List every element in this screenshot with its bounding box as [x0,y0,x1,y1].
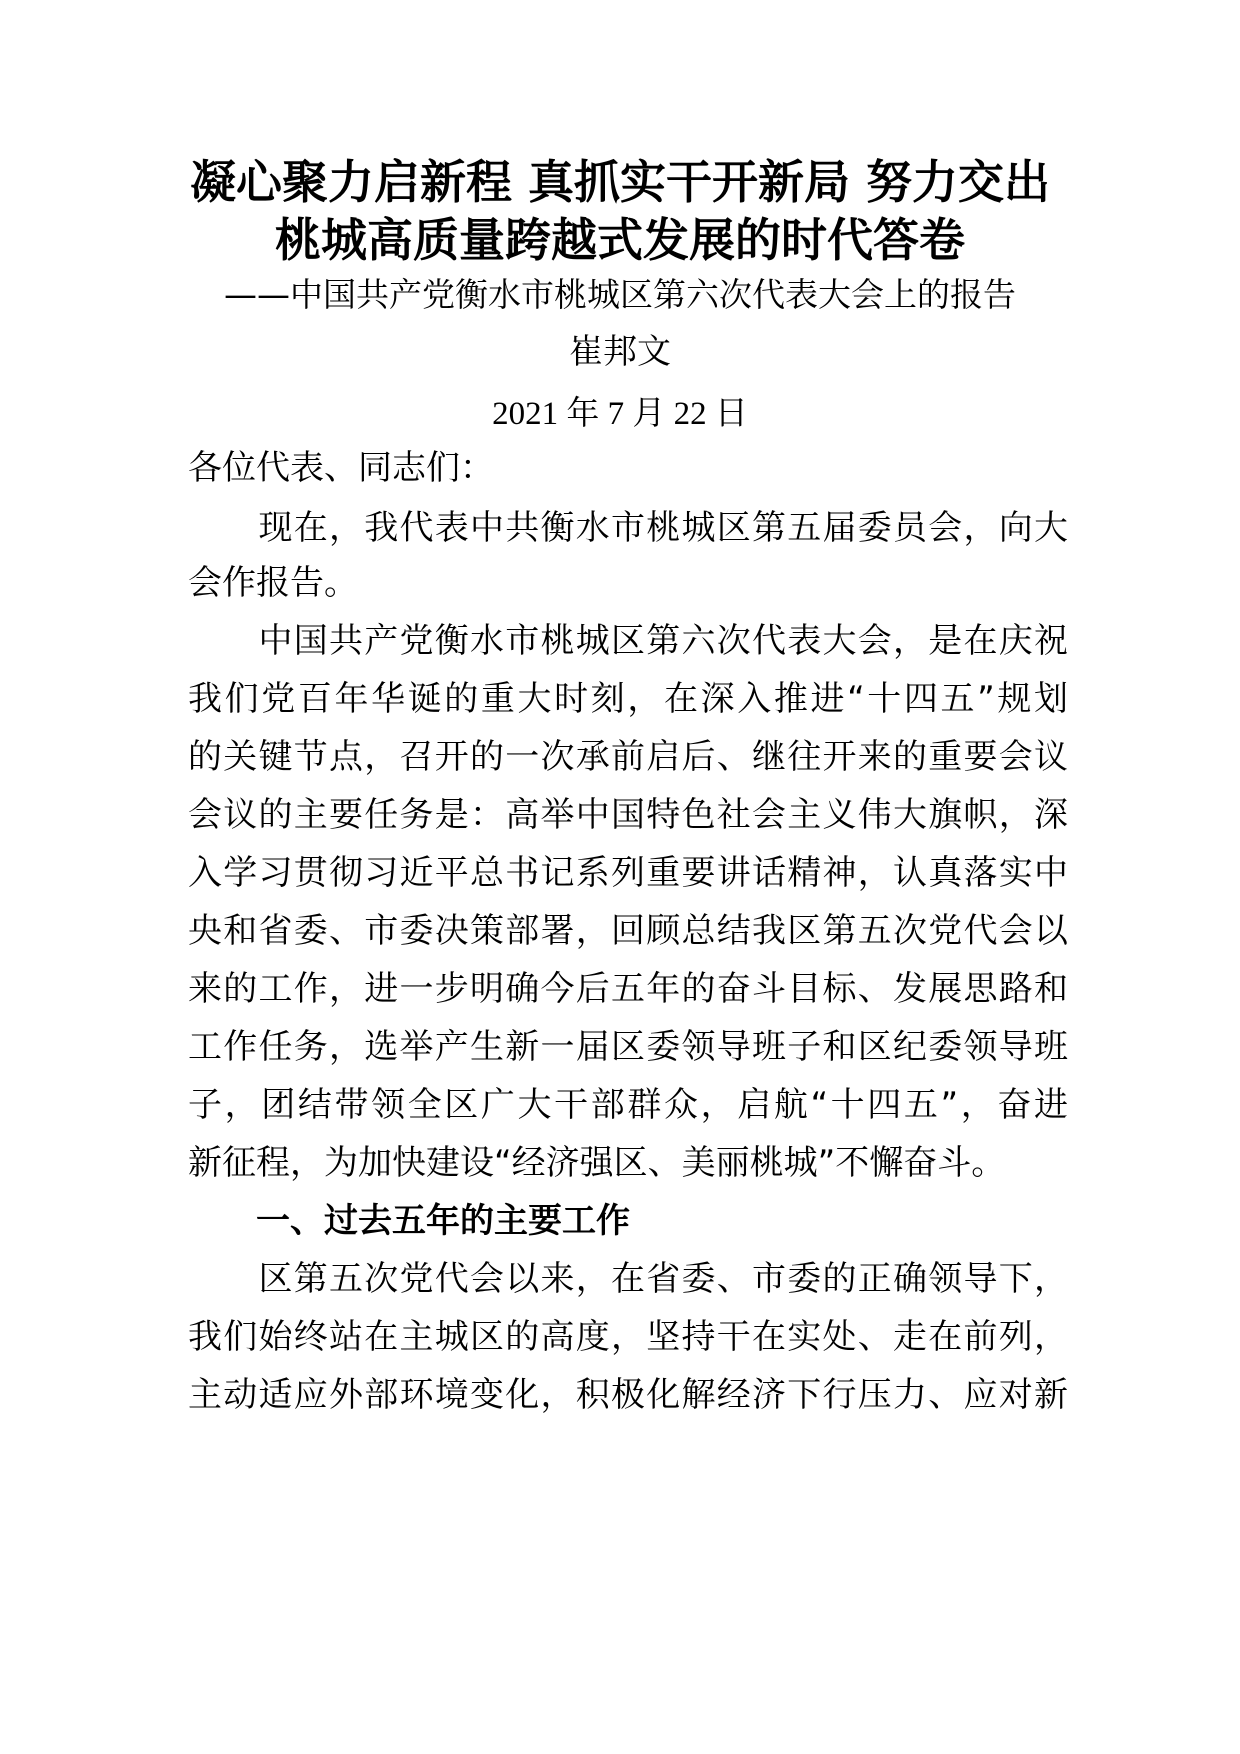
section-heading: 一、过去五年的主要工作 [256,1201,630,1241]
paragraph-2-line-6: 央和省委、市委决策部署，回顾总结我区第五次党代会以 [188,911,1068,951]
section-paragraph-line-3: 主动适应外部环境变化，积极化解经济下行压力、应对新 [188,1375,1068,1415]
paragraph-2-line-8: 工作任务，选举产生新一届区委领导班子和区纪委领导班 [188,1027,1068,1067]
document-title-line-1: 凝心聚力启新程 真抓实干开新局 努力交出 [189,155,1051,209]
section-paragraph-line-1: 区第五次党代会以来，在省委、市委的正确领导下， [188,1259,1068,1299]
report-date: 2021 年 7 月 22 日 [492,396,748,432]
section-paragraph-line-2: 我们始终站在主城区的高度，坚持干在实处、走在前列， [188,1317,1068,1357]
salutation: 各位代表、同志们： [188,448,494,488]
paragraph-2-line-4: 会议的主要任务是：高举中国特色社会主义伟大旗帜，深 [188,795,1068,835]
author-name: 崔邦文 [569,332,671,372]
paragraph-2-line-7: 来的工作，进一步明确今后五年的奋斗目标、发展思路和 [188,969,1068,1009]
paragraph-2-line-2: 我们党百年华诞的重大时刻，在深入推进“十四五”规划 [188,679,1068,719]
document-title-line-2: 桃城高质量跨越式发展的时代答卷 [275,213,965,267]
paragraph-2-line-1: 中国共产党衡水市桃城区第六次代表大会，是在庆祝 [188,621,1068,661]
paragraph-2-line-3: 的关键节点，召开的一次承前启后、继往开来的重要会议 [188,737,1068,777]
paragraph-2-line-9: 子，团结带领全区广大干部群众，启航“十四五”，奋进 [188,1085,1068,1125]
document-subtitle: ——中国共产党衡水市桃城区第六次代表大会上的报告 [224,275,1016,314]
paragraph-1-line-2: 会作报告。 [188,563,358,603]
paragraph-2-line-5: 入学习贯彻习近平总书记系列重要讲话精神，认真落实中 [188,853,1068,893]
paragraph-2-line-10: 新征程，为加快建设“经济强区、美丽桃城”不懈奋斗。 [188,1143,1006,1183]
paragraph-1-line-1: 现在，我代表中共衡水市桃城区第五届委员会，向大 [188,508,1068,548]
